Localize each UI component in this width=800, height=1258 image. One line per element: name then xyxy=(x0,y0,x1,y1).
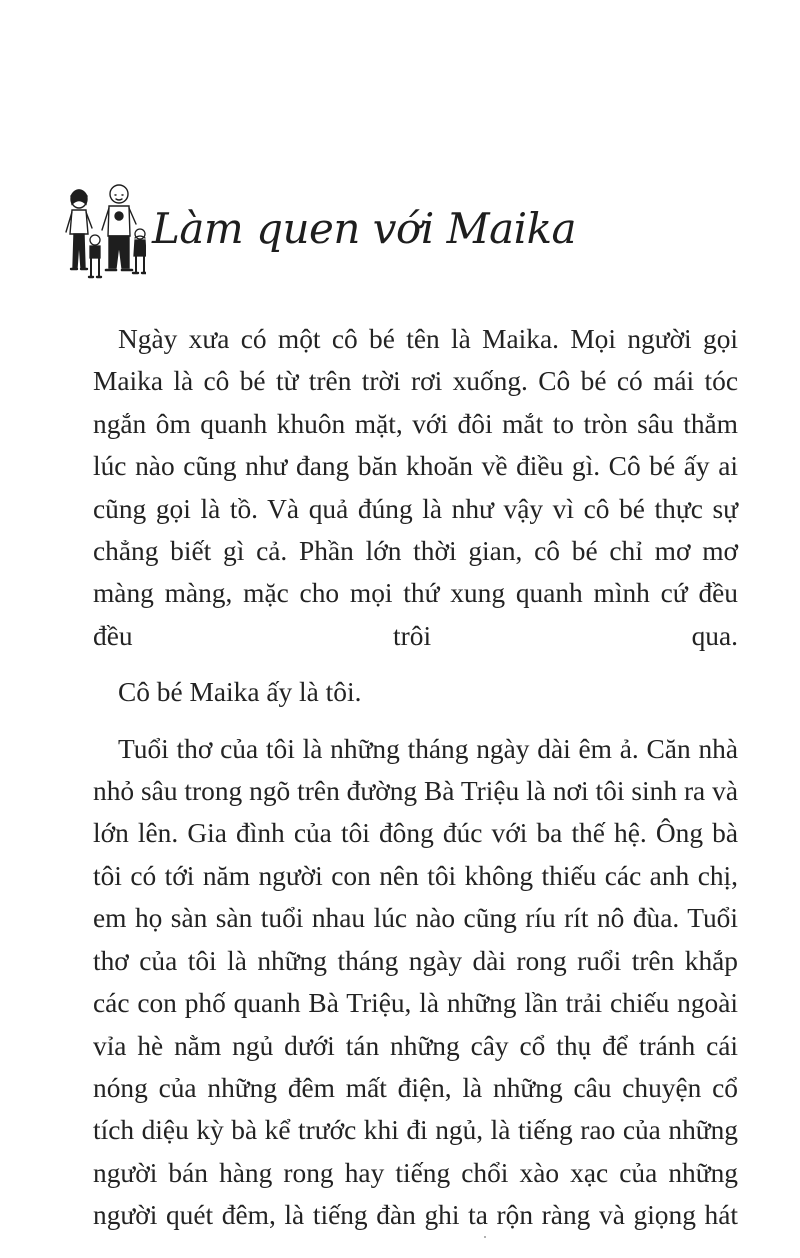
paragraph: Tuổi thơ của tôi là những tháng ngày dài êm ả. Căn nhà nhỏ sâu trong ngõ trên đường Bà Triệu là nơi tôi sinh ra và lớn lên. Gia đình của tôi đông đúc với ba thế hệ. Ông bà tôi có tới năm người con nên tôi không thiếu các anh chị, em họ sàn sàn tuổi nhau lúc nào cũng ríu rít nô đùa. Tuổi thơ của tôi là những tháng ngày dài rong ruổi trên khắp các con phố quanh Bà Triệu, là những lần trải chiếu ngoài vỉa hè nằm ngủ dưới tán những cây cổ thụ để tránh cái nóng của những đêm mất điện, là những câu chuyện cổ tích diệu kỳ bà kể trước khi đi ngủ, là tiếng rao của những người bán hàng rong hay tiếng chổi xào xạc của những người quét đêm, là tiếng đàn ghi ta rộn ràng và giọng hát xyxy=(93,733,738,1231)
paragraph: Cô bé Maika ấy là tôi. xyxy=(118,677,362,708)
chapter-header xyxy=(62,182,702,282)
page-mark xyxy=(484,1236,486,1238)
chapter-title: Làm quen với Maika xyxy=(152,204,577,253)
chapter-body xyxy=(93,318,738,1237)
paragraph: Ngày xưa có một cô bé tên là Maika. Mọi người gọi Maika là cô bé từ trên trời rơi xuống. Cô bé có mái tóc ngắn ôm quanh khuôn mặt, với đôi mắt to tròn sâu thẳm lúc nào cũng như đang băn khoăn về điều gì. Cô bé ấy ai cũng gọi là tồ. Và quả đúng là như vậy vì cô bé thực sự chẳng biết gì cả. Phần lớn thời gian, cô bé chỉ mơ mơ màng màng, mặc cho mọi thứ xung quanh mình cứ đều đều trôi qua. xyxy=(93,324,738,651)
family-illustration-icon xyxy=(62,182,146,282)
